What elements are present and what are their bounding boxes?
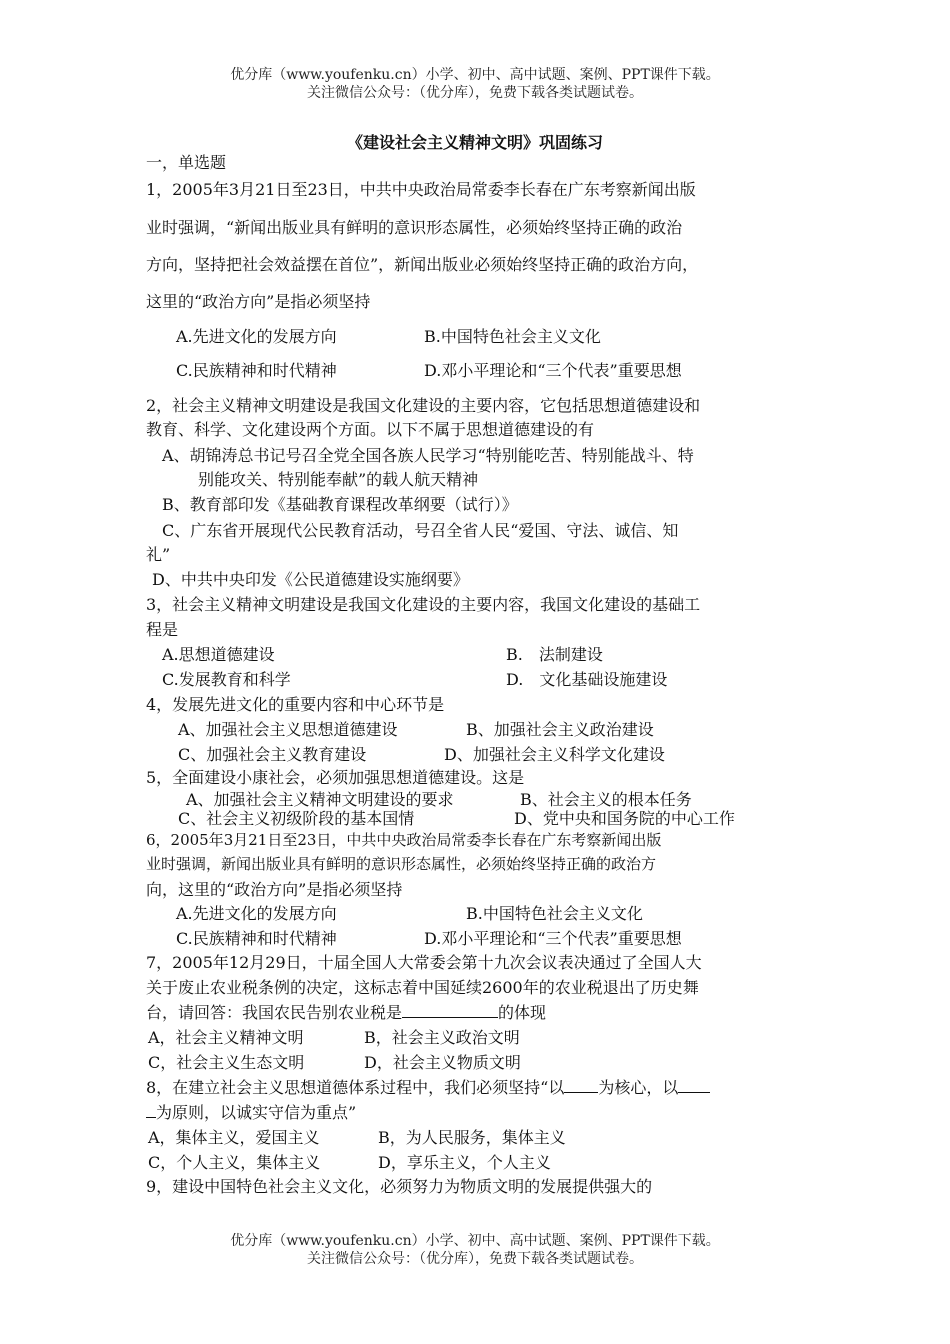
q8-line-1-part-2: 为核心，以 [598,1078,679,1097]
q2-option-a-line-1: A、胡锦涛总书记号召全党全国各族人民学习“特别能吃苦、特别能战斗、特 [162,446,694,465]
q2-option-c-line-1: C、广东省开展现代公民教育活动，号召全省人民“爱国、守法、诚信、知 [162,521,679,540]
q1-option-d: D.邓小平理论和“三个代表”重要思想 [424,361,682,380]
footer-line-1: 优分库（www.youfenku.cn）小学、初中、高中试题、案例、PPT课件下载。 [230,1233,720,1249]
q3-option-d: D. 文化基础设施建设 [506,670,668,689]
q3-option-b: B. 法制建设 [506,645,603,664]
q3-line-1: 3，社会主义精神文明建设是我国文化建设的主要内容，我国文化建设的基础工 [146,595,701,614]
q2-line-2: 教育、科学、文化建设两个方面。以下不属于思想道德建设的有 [146,420,595,439]
q4-option-c: C、加强社会主义教育建设 [178,745,367,764]
answer-blank [146,1103,156,1118]
q5-option-c: C、社会主义初级阶段的基本国情 [178,809,415,828]
q2-line-1: 2，社会主义精神文明建设是我国文化建设的主要内容，它包括思想道德建设和 [146,396,701,415]
q7-option-b: B，社会主义政治文明 [364,1028,520,1047]
q4-line-1: 4，发展先进文化的重要内容和中心环节是 [146,695,445,714]
q8-line-2-text: 为原则，以诚实守信为重点” [156,1103,357,1122]
q7-option-d: D，社会主义物质文明 [364,1053,521,1072]
q5-option-d: D、党中央和国务院的中心工作 [514,809,735,828]
q5-option-a: A、加强社会主义精神文明建设的要求 [186,790,454,809]
header-line-1: 优分库（www.youfenku.cn）小学、初中、高中试题、案例、PPT课件下载。 [230,67,720,83]
q3-option-a: A.思想道德建设 [162,645,275,664]
q2-option-b: B、教育部印发《基础教育课程改革纲要（试行）》 [162,495,518,514]
header-line-2: 关注微信公众号：（优分库），免费下载各类试题试卷。 [307,85,643,101]
q4-option-d: D、加强社会主义科学文化建设 [444,745,665,764]
q8-line-2 [146,1100,356,1123]
q6-line-3: 向，这里的“政治方向”是指必须坚持 [146,880,403,899]
q8-line-1 [146,1075,710,1098]
q7-line-3-after-blank: 的体现 [498,1003,547,1022]
q3-option-c: C.发展教育和科学 [162,670,291,689]
q1-line-2: 业时强调，“新闻出版业具有鲜明的意识形态属性，必须始终坚持正确的政治 [146,218,683,237]
q1-line-3: 方向，坚持把社会效益摆在首位”，新闻出版业必须始终坚持正确的政治方向， [146,255,699,274]
q6-option-c: C.民族精神和时代精神 [176,929,337,948]
q8-line-1-part-1: 8，在建立社会主义思想道德体系过程中，我们必须坚持“以 [146,1078,565,1097]
q1-option-c: C.民族精神和时代精神 [176,361,337,380]
q8-option-c: C，个人主义，集体主义 [148,1153,321,1172]
q9-line-1: 9，建设中国特色社会主义文化，必须努力为物质文明的发展提供强大的 [146,1177,653,1196]
q7-option-c: C，社会主义生态文明 [148,1053,305,1072]
q1-option-b: B.中国特色社会主义文化 [424,327,601,346]
q8-option-a: A，集体主义，爱国主义 [148,1128,320,1147]
q7-line-3 [146,1000,546,1023]
answer-blank [402,1003,498,1018]
q8-option-d: D，享乐主义，个人主义 [378,1153,551,1172]
page-title: 《建设社会主义精神文明》巩固练习 [346,133,603,152]
q7-option-a: A，社会主义精神文明 [148,1028,304,1047]
q6-line-2: 业时强调，新闻出版业具有鲜明的意识形态属性，必须始终坚持正确的政治方 [146,855,657,873]
q1-option-a: A.先进文化的发展方向 [176,327,337,346]
q5-line-1: 5，全面建设小康社会，必须加强思想道德建设。这是 [146,768,525,787]
q4-option-a: A、加强社会主义思想道德建设 [178,720,398,739]
page-header [0,66,950,102]
q7-line-3-before-blank: 台，请回答：我国农民告别农业税是 [146,1003,403,1022]
q6-option-d: D.邓小平理论和“三个代表”重要思想 [424,929,682,948]
answer-blank [564,1078,598,1093]
footer-line-2: 关注微信公众号：（优分库），免费下载各类试题试卷。 [307,1251,643,1267]
q3-line-2: 程是 [146,620,179,639]
section-heading: 一，单选题 [146,153,227,172]
q1-line-4: 这里的“政治方向”是指必须坚持 [146,292,371,311]
answer-blank [678,1078,710,1093]
q8-option-b: B，为人民服务，集体主义 [378,1128,566,1147]
q2-option-a-line-2: 别能攻关、特别能奉献”的载人航天精神 [198,470,479,489]
q5-option-b: B、社会主义的根本任务 [520,790,692,809]
q4-option-b: B、加强社会主义政治建设 [466,720,654,739]
q6-option-b: B.中国特色社会主义文化 [466,904,643,923]
q2-option-c-line-2: 礼” [146,545,171,564]
q6-option-a: A.先进文化的发展方向 [176,904,337,923]
q2-option-d: D、中共中央印发《公民道德建设实施纲要》 [152,570,469,589]
page-footer [0,1232,950,1268]
q7-line-2: 关于废止农业税条例的决定，这标志着中国延续2600年的农业税退出了历史舞 [146,978,699,997]
q1-line-1: 1，2005年3月21日至23日，中共中央政治局常委李长春在广东考察新闻出版 [146,180,696,199]
q6-line-1: 6，2005年3月21日至23日，中共中央政治局常委李长春在广东考察新闻出版 [146,831,662,849]
q7-line-1: 7，2005年12月29日，十届全国人大常委会第十九次会议表决通过了全国人大 [146,953,702,972]
